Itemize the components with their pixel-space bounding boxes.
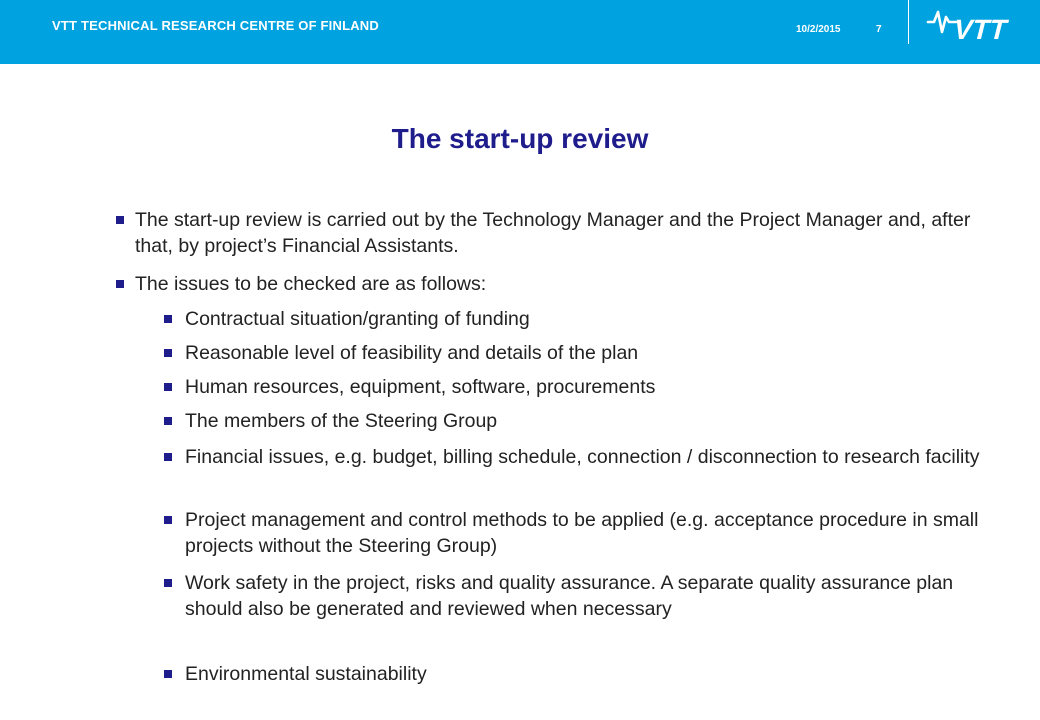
organization-name: VTT TECHNICAL RESEARCH CENTRE OF FINLAND	[52, 18, 379, 33]
square-bullet-icon	[164, 315, 172, 323]
square-bullet-icon	[164, 579, 172, 587]
sub-bullet-item	[164, 507, 1004, 559]
vtt-logo-text: VTT	[950, 14, 1011, 46]
square-bullet-icon	[164, 516, 172, 524]
bullet-item	[116, 207, 996, 259]
sub-bullet-text: Contractual situation/granting of funding	[185, 308, 530, 330]
square-bullet-icon	[164, 670, 172, 678]
sub-bullet-item	[164, 374, 1004, 400]
square-bullet-icon	[164, 383, 172, 391]
sub-bullet-text: The members of the Steering Group	[185, 410, 498, 432]
sub-bullet-text: Human resources, equipment, software, procurements	[185, 376, 656, 398]
sub-bullet-item	[164, 306, 1004, 332]
sub-bullet-item	[164, 661, 1004, 687]
sub-bullet-text: Environmental sustainability	[185, 663, 427, 685]
sub-bullet-text: Work safety in the project, risks and quality assurance. A separate quality assurance plan should also be generated and reviewed when necessary	[185, 572, 954, 620]
square-bullet-icon	[164, 349, 172, 357]
sub-bullet-item	[164, 340, 1004, 366]
square-bullet-icon	[116, 280, 124, 288]
bullet-item	[116, 271, 996, 297]
sub-bullet-item	[164, 408, 1004, 434]
sub-bullet-text: Project management and control methods to be applied (e.g. acceptance procedure in small projects without the Steering Group)	[185, 509, 979, 557]
bullet-text: The start-up review is carried out by the Technology Manager and the Project Manager and, after that, by project’s Financial Assistants.	[135, 209, 971, 257]
sub-bullet-text: Reasonable level of feasibility and details of the plan	[185, 342, 639, 364]
sub-bullet-item	[164, 444, 1004, 470]
slide-date: 10/2/2015	[796, 24, 841, 35]
square-bullet-icon	[164, 453, 172, 461]
bullet-text: The issues to be checked are as follows:	[135, 273, 487, 295]
square-bullet-icon	[164, 417, 172, 425]
square-bullet-icon	[116, 216, 124, 224]
sub-bullet-text: Financial issues, e.g. budget, billing schedule, connection / disconnection to research facility	[185, 446, 980, 468]
slide-title: The start-up review	[391, 123, 649, 154]
sub-bullet-item	[164, 570, 1004, 622]
page-number: 7	[876, 24, 882, 35]
